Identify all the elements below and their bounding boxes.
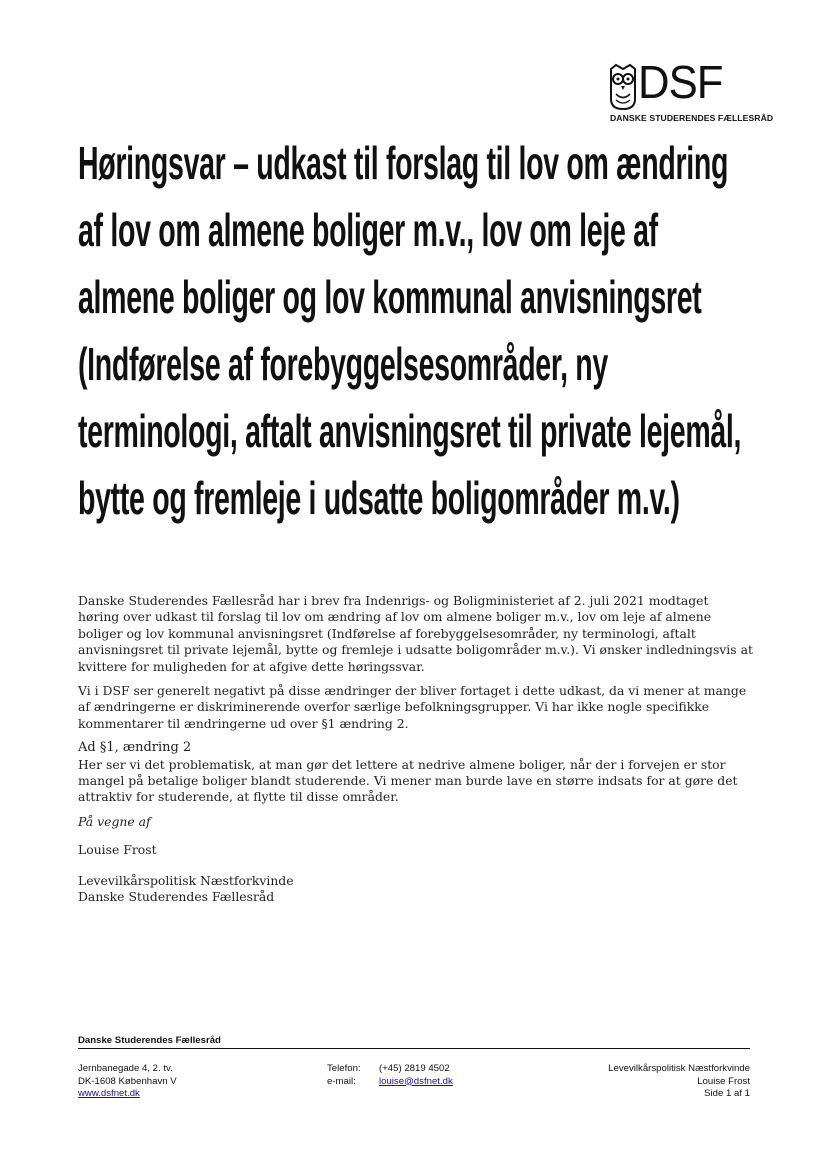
logo-tagline: DANSKE STUDERENDES FÆLLESRÅD: [610, 113, 774, 123]
footer-address: [78, 1063, 177, 1101]
intro-paragraph: Danske Studerendes Fællesråd har i brev fra Indenrigs- og Boligministeriet af 2. juli 2021 modtaget høring over udkast til forslag til lov om ændring af lov om almene boliger m.v., lov om leje af almene boliger og lov kommunal anvisningsret (Indførelse af forebyggelsesområder, ny terminologi, aftalt anvisningsret til private lejemål, bytte og fremleje i udsatte boligområder m.v.). Vi ønsker indledningsvis at kvittere for muligheden for at afgive dette høringssvar.: [78, 593, 753, 674]
page-title: Høringsvar – udkast til forslag til lov om ændring af lov om almene boliger m.v., lov om leje af almene boliger og lov kommunal anvisningsret (Indførelse af forebyggelsesområder, ny terminologi, aftalt anvisningsret til private lejemål, bytte og fremleje i udsatte boligområder m.v.): [78, 137, 742, 524]
footer-role: Levevilkårspolitisk Næstforkvinde: [608, 1063, 750, 1074]
letter-body: [78, 593, 753, 906]
logo-letters: DSF: [638, 56, 723, 108]
footer-signer: [608, 1063, 750, 1101]
dsf-logo: [608, 56, 774, 125]
owl-icon: [608, 63, 638, 111]
email-label: e-mail:: [327, 1075, 356, 1087]
phone-number: (+45) 2819 4502: [379, 1063, 450, 1074]
signer-role: Levevilkårspolitisk Næstforkvinde: [78, 872, 294, 888]
phone-label: Telefon:: [327, 1063, 361, 1074]
section-paragraph: Her ser vi det problematisk, at man gør det lettere at nedrive almene boliger, når der i forvejen er stor mangel på betalige boliger blandt studerende. Vi mener man burde lave en større indsats for at gøre det attraktiv for studerende, at flytte til disse områder.: [78, 756, 738, 805]
footer-name: Louise Frost: [697, 1075, 750, 1087]
website-link[interactable]: www.dsfnet.dk: [78, 1088, 140, 1099]
position-paragraph: Vi i DSF ser generelt negativt på disse ændringer der bliver fortaget i dette udkast, da vi mener at mange af ændringerne er diskriminerende overfor særlige befolkningsgrupper. Vi har ikke nogle specifikke kommentarer til ændringerne ud over §1 ændring 2.: [78, 683, 747, 731]
page-number: Side 1 af 1: [704, 1088, 750, 1099]
footer-org: Danske Studerendes Fællesråd: [78, 1035, 750, 1049]
on-behalf-text: På vegne af: [78, 813, 151, 829]
footer-address-line1: Jernbanegade 4, 2. tv.: [78, 1063, 173, 1074]
signer-org: Danske Studerendes Fællesråd: [78, 889, 275, 905]
email-link[interactable]: louise@dsfnet.dk: [379, 1075, 453, 1087]
section-heading: Ad §1, ændring 2: [78, 740, 192, 756]
page-footer: [78, 1035, 750, 1103]
footer-address-line2: DK-1608 København V: [78, 1075, 177, 1087]
footer-contact: [327, 1063, 453, 1088]
signer-name: Louise Frost: [78, 842, 157, 858]
